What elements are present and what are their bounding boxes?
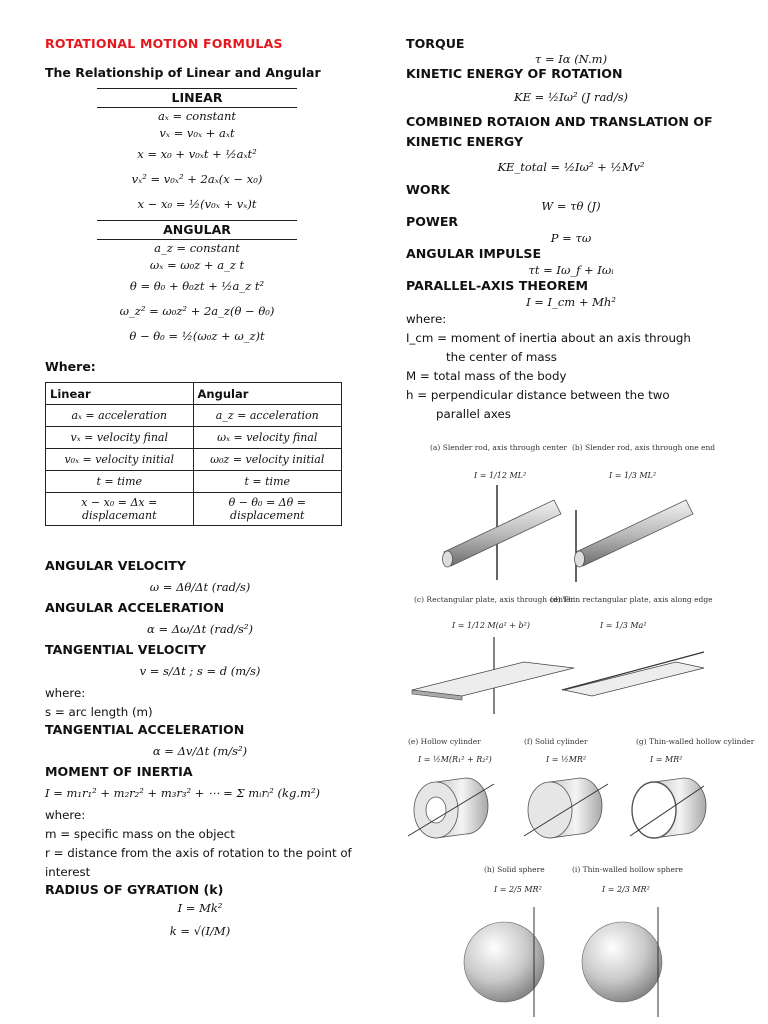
gyration-eq: I = Mk² [177,901,223,915]
table-cell: aₓ = acceleration [46,405,194,427]
table-cell: a_z = acceleration [193,405,341,427]
tangential-velocity-heading: TANGENTIAL VELOCITY [45,642,207,657]
h-def-cont: parallel axes [436,407,511,421]
angular-velocity-eq: ω = Δθ/Δt (rad/s) [149,580,251,594]
plate-d [564,662,704,696]
mass-def: m = specific mass on the object [45,827,235,841]
table-header-row [46,383,342,405]
rod-b-end [575,551,585,567]
left-column [45,36,355,944]
linear-eq: aₓ = constant [157,109,237,123]
relationship-subtitle: The Relationship of Linear and Angular [45,65,321,80]
table-cell: t = time [46,471,194,493]
table-cell: x − x₀ = Δx = displacemant [46,493,194,526]
combined-eq: KE_total = ½Iω² + ½Mv² [497,160,645,174]
fig-i-eq: I = 2/3 MR² [602,885,650,894]
angular-acceleration-eq: α = Δω/Δt (rad/s²) [147,622,253,636]
total-mass-def: M = total mass of the body [406,369,567,383]
fig-f-eq: I = ½MR² [546,755,587,764]
rod-b [576,500,693,566]
fig-d-eq: I = 1/3 Ma² [600,621,647,630]
angular-impulse-eq: τt = Iω_f + Iωᵢ [528,263,614,277]
angular-eq: ωₓ = ω₀z + a_z t [149,258,245,272]
where-label: Where: [45,359,96,374]
parallel-axis-heading: PARALLEL-AXIS THEOREM [406,278,589,293]
work-eq: W = τθ (J) [541,199,601,213]
power-heading: POWER [406,214,459,229]
where-text: where: [406,312,447,326]
ke-rotation-heading: KINETIC ENERGY OF ROTATION [406,66,623,81]
solid-sphere [464,922,544,1002]
angular-eq: θ = θ₀ + θ₀zt + ½a_z t² [129,279,265,293]
fig-b-label: (b) Slender rod, axis through one end [572,443,716,452]
distance-def: r = distance from the axis of rotation to the point of interest [45,846,352,879]
icm-def: I_cm = moment of inertia about an axis through [406,331,691,345]
fig-g-eq: I = MR² [650,755,683,764]
rod-a-end [443,551,453,567]
table-row [46,449,342,471]
angular-label: ANGULAR [163,222,231,237]
angular-eq: ω_z² = ω₀z² + 2a_z(θ − θ₀) [119,304,275,318]
tangential-acceleration-heading: TANGENTIAL ACCELERATION [45,722,245,737]
angular-eq: θ − θ₀ = ½(ω₀z + ω_z)t [129,329,265,343]
angular-velocity-heading: ANGULAR VELOCITY [45,558,186,573]
icm-def-cont: the center of mass [446,350,557,364]
plate-c [412,662,574,696]
table-cell: vₓ = velocity final [46,427,194,449]
angular-impulse-heading: ANGULAR IMPULSE [406,246,542,261]
fig-f-label: (f) Solid cylinder [524,737,588,746]
table-header: Angular [193,383,341,405]
angular-acceleration-heading: ANGULAR ACCELERATION [45,600,225,615]
table-cell: ωₓ = velocity final [193,427,341,449]
gyration-eq: k = √(I/M) [169,924,231,938]
linear-label: LINEAR [171,90,223,105]
document-title: ROTATIONAL MOTION FORMULAS [45,36,283,51]
figure-plates [404,592,713,717]
hollow-sphere [582,922,662,1002]
radius-of-gyration-heading: RADIUS OF GYRATION (k) [45,882,224,897]
linear-eq: vₓ² = v₀ₓ² + 2aₓ(x − x₀) [131,172,263,186]
power-eq: P = τω [550,231,592,245]
figure-cylinders [404,736,755,846]
parallel-axis-eq: I = I_cm + Mh² [526,295,616,309]
table-cell: θ − θ₀ = Δθ = displacement [193,493,341,526]
angular-equations [97,240,297,349]
figure-spheres [404,862,704,1017]
variables-table [45,382,342,526]
torque-heading: TORQUE [406,36,465,51]
fig-h-label: (h) Solid sphere [484,865,545,874]
figure-slender-rods [404,440,716,585]
torque-eq: τ = Iα (N.m) [534,52,608,66]
ke-rotation-eq: KE = ½Iω² (J rad/s) [514,90,628,104]
tangential-velocity-eq: v = s/Δt ; s = d (m/s) [139,664,261,678]
fig-i-label: (i) Thin-walled hollow sphere [572,865,683,874]
fig-a-label: (a) Slender rod, axis through center [430,443,568,452]
moment-of-inertia-heading: MOMENT OF INERTIA [45,764,193,779]
table-cell: t = time [193,471,341,493]
moment-of-inertia-eq: I = m₁r₁² + m₂r₂² + m₃r₃² + ⋯ = Σ mᵢrᵢ² (kg.m²) [45,786,321,800]
table-header: Linear [46,383,194,405]
table-cell: v₀ₓ = velocity initial [46,449,194,471]
fig-a-eq: I = 1/12 ML² [474,471,527,480]
where-text: where: [45,686,86,700]
fig-e-label: (e) Hollow cylinder [408,737,481,746]
combined-heading: COMBINED ROTAION AND TRANSLATION OF KINETIC ENERGY [406,114,713,149]
table-row [46,471,342,493]
angular-eq: a_z = constant [154,241,240,255]
right-column [406,36,736,424]
table-row [46,405,342,427]
linear-equations [97,108,297,217]
fig-e-eq: I = ½M(R₁² + R₂²) [418,755,492,764]
h-def: h = perpendicular distance between the two [406,388,670,402]
linear-eq: vₓ = v₀ₓ + aₓt [159,126,235,140]
linear-eq: x = x₀ + v₀ₓt + ½aₓt² [137,147,257,161]
fig-c-label: (c) Rectangular plate, axis through center [414,595,575,604]
table-row [46,493,342,526]
fig-b-eq: I = 1/3 ML² [609,471,657,480]
rod-a [444,500,561,566]
tangential-acceleration-eq: α = Δv/Δt (m/s²) [152,744,248,758]
arc-length-def: s = arc length (m) [45,705,153,719]
fig-h-eq: I = 2/5 MR² [494,885,542,894]
table-cell: ω₀z = velocity initial [193,449,341,471]
fig-g-label: (g) Thin-walled hollow cylinder [636,737,755,746]
work-heading: WORK [406,182,451,197]
table-row [46,427,342,449]
fig-c-eq: I = 1/12 M(a² + b²) [452,621,530,630]
linear-eq: x − x₀ = ½(v₀ₓ + vₓ)t [137,197,257,211]
fig-d-label: (d) Thin rectangular plate, axis along edge [550,595,713,604]
where-text: where: [45,808,86,822]
